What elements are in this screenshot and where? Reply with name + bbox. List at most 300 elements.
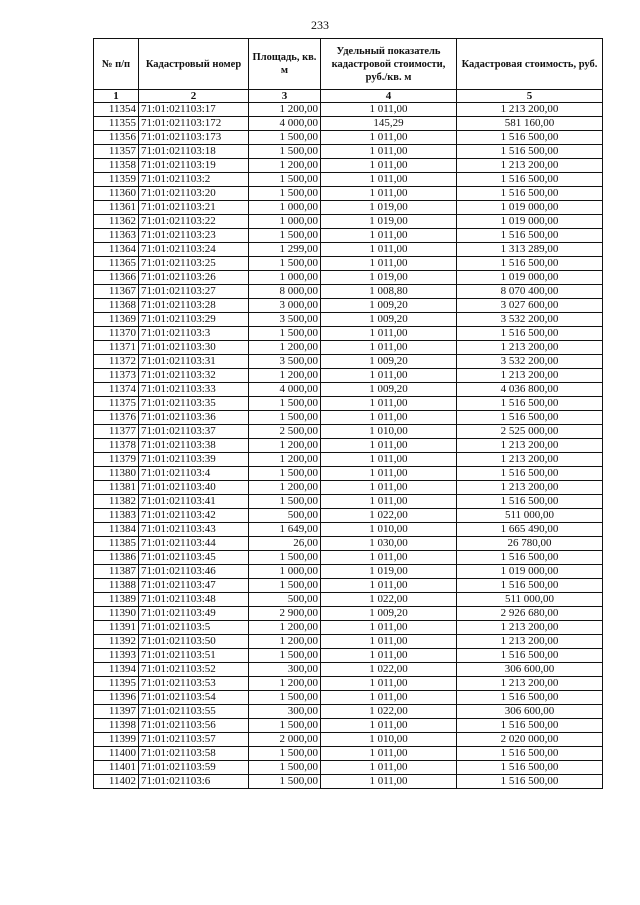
area-value: 1 200,00 <box>249 103 321 117</box>
row-number: 11355 <box>94 117 139 131</box>
area-value: 1 500,00 <box>249 495 321 509</box>
table-row <box>94 425 603 439</box>
cost-value: 1 516 500,00 <box>457 397 603 411</box>
cost-value: 1 213 200,00 <box>457 439 603 453</box>
rate-value: 145,29 <box>321 117 457 131</box>
cost-value: 1 213 200,00 <box>457 103 603 117</box>
cost-value: 1 516 500,00 <box>457 257 603 271</box>
row-number: 11383 <box>94 509 139 523</box>
rate-value: 1 011,00 <box>321 159 457 173</box>
column-number: 2 <box>139 90 249 103</box>
table-row <box>94 677 603 691</box>
cadastral-number: 71:01:021103:2 <box>139 173 249 187</box>
area-value: 1 500,00 <box>249 173 321 187</box>
row-number: 11360 <box>94 187 139 201</box>
row-number: 11379 <box>94 453 139 467</box>
table-row <box>94 397 603 411</box>
rate-value: 1 011,00 <box>321 677 457 691</box>
rate-value: 1 011,00 <box>321 453 457 467</box>
row-number: 11354 <box>94 103 139 117</box>
row-number: 11399 <box>94 733 139 747</box>
area-value: 1 500,00 <box>249 775 321 789</box>
table-row <box>94 145 603 159</box>
row-number: 11362 <box>94 215 139 229</box>
rate-value: 1 011,00 <box>321 411 457 425</box>
area-value: 1 000,00 <box>249 201 321 215</box>
row-number: 11397 <box>94 705 139 719</box>
cadastral-number: 71:01:021103:56 <box>139 719 249 733</box>
table-row <box>94 369 603 383</box>
rate-value: 1 019,00 <box>321 201 457 215</box>
row-number: 11363 <box>94 229 139 243</box>
area-value: 4 000,00 <box>249 383 321 397</box>
cadastral-number: 71:01:021103:25 <box>139 257 249 271</box>
cadastral-number: 71:01:021103:6 <box>139 775 249 789</box>
rate-value: 1 011,00 <box>321 341 457 355</box>
table-row <box>94 439 603 453</box>
cost-value: 26 780,00 <box>457 537 603 551</box>
table-row <box>94 481 603 495</box>
header-num: № п/п <box>94 39 139 90</box>
area-value: 1 200,00 <box>249 635 321 649</box>
area-value: 1 500,00 <box>249 551 321 565</box>
area-value: 1 500,00 <box>249 131 321 145</box>
cadastral-number: 71:01:021103:3 <box>139 327 249 341</box>
rate-value: 1 022,00 <box>321 509 457 523</box>
cadastral-number: 71:01:021103:27 <box>139 285 249 299</box>
row-number: 11382 <box>94 495 139 509</box>
header-cadastral: Кадастровый номер <box>139 39 249 90</box>
area-value: 300,00 <box>249 705 321 719</box>
rate-value: 1 019,00 <box>321 565 457 579</box>
rate-value: 1 008,80 <box>321 285 457 299</box>
cost-value: 3 532 200,00 <box>457 355 603 369</box>
area-value: 1 500,00 <box>249 257 321 271</box>
table-row <box>94 271 603 285</box>
cost-value: 1 516 500,00 <box>457 173 603 187</box>
cadastral-number: 71:01:021103:40 <box>139 481 249 495</box>
rate-value: 1 011,00 <box>321 551 457 565</box>
area-value: 1 200,00 <box>249 481 321 495</box>
rate-value: 1 019,00 <box>321 271 457 285</box>
cadastral-number: 71:01:021103:39 <box>139 453 249 467</box>
rate-value: 1 009,20 <box>321 607 457 621</box>
area-value: 1 000,00 <box>249 271 321 285</box>
rate-value: 1 011,00 <box>321 579 457 593</box>
rate-value: 1 010,00 <box>321 425 457 439</box>
rate-value: 1 009,20 <box>321 299 457 313</box>
row-number: 11366 <box>94 271 139 285</box>
row-number: 11378 <box>94 439 139 453</box>
area-value: 8 000,00 <box>249 285 321 299</box>
cost-value: 1 516 500,00 <box>457 495 603 509</box>
table-row <box>94 495 603 509</box>
cadastral-number: 71:01:021103:24 <box>139 243 249 257</box>
area-value: 1 200,00 <box>249 677 321 691</box>
rate-value: 1 011,00 <box>321 719 457 733</box>
row-number: 11381 <box>94 481 139 495</box>
rate-value: 1 011,00 <box>321 243 457 257</box>
row-number: 11373 <box>94 369 139 383</box>
row-number: 11364 <box>94 243 139 257</box>
row-number: 11394 <box>94 663 139 677</box>
rate-value: 1 011,00 <box>321 397 457 411</box>
header-rate: Удельный показатель кадастровой стоимости, руб./кв. м <box>321 39 457 90</box>
area-value: 500,00 <box>249 509 321 523</box>
area-value: 1 500,00 <box>249 411 321 425</box>
cadastral-number: 71:01:021103:42 <box>139 509 249 523</box>
rate-value: 1 011,00 <box>321 649 457 663</box>
cadastral-number: 71:01:021103:23 <box>139 229 249 243</box>
rate-value: 1 011,00 <box>321 621 457 635</box>
row-number: 11390 <box>94 607 139 621</box>
cost-value: 3 532 200,00 <box>457 313 603 327</box>
rate-value: 1 010,00 <box>321 733 457 747</box>
cadastral-number: 71:01:021103:41 <box>139 495 249 509</box>
cost-value: 1 516 500,00 <box>457 579 603 593</box>
cost-value: 1 516 500,00 <box>457 145 603 159</box>
row-number: 11374 <box>94 383 139 397</box>
cadastral-number: 71:01:021103:173 <box>139 131 249 145</box>
cost-value: 1 213 200,00 <box>457 341 603 355</box>
area-value: 2 000,00 <box>249 733 321 747</box>
column-number: 3 <box>249 90 321 103</box>
rate-value: 1 011,00 <box>321 327 457 341</box>
table-row <box>94 187 603 201</box>
row-number: 11372 <box>94 355 139 369</box>
page-number: 233 <box>311 18 329 32</box>
row-number: 11359 <box>94 173 139 187</box>
row-number: 11400 <box>94 747 139 761</box>
row-number: 11388 <box>94 579 139 593</box>
row-number: 11369 <box>94 313 139 327</box>
area-value: 1 200,00 <box>249 369 321 383</box>
cost-value: 1 516 500,00 <box>457 719 603 733</box>
cadastral-number: 71:01:021103:35 <box>139 397 249 411</box>
cadastral-number: 71:01:021103:22 <box>139 215 249 229</box>
rate-value: 1 022,00 <box>321 593 457 607</box>
row-number: 11356 <box>94 131 139 145</box>
row-number: 11357 <box>94 145 139 159</box>
area-value: 2 900,00 <box>249 607 321 621</box>
column-number: 5 <box>457 90 603 103</box>
cost-value: 2 926 680,00 <box>457 607 603 621</box>
rate-value: 1 011,00 <box>321 439 457 453</box>
table-row <box>94 201 603 215</box>
cost-value: 306 600,00 <box>457 705 603 719</box>
cost-value: 1 665 490,00 <box>457 523 603 537</box>
row-number: 11365 <box>94 257 139 271</box>
cost-value: 1 213 200,00 <box>457 621 603 635</box>
table-row <box>94 663 603 677</box>
table-row <box>94 509 603 523</box>
area-value: 1 500,00 <box>249 145 321 159</box>
table-row <box>94 341 603 355</box>
row-number: 11358 <box>94 159 139 173</box>
cost-value: 1 213 200,00 <box>457 453 603 467</box>
rate-value: 1 011,00 <box>321 747 457 761</box>
cadastral-number: 71:01:021103:52 <box>139 663 249 677</box>
table-row <box>94 719 603 733</box>
rate-value: 1 009,20 <box>321 383 457 397</box>
cadastral-number: 71:01:021103:31 <box>139 355 249 369</box>
rate-value: 1 011,00 <box>321 229 457 243</box>
cost-value: 1 019 000,00 <box>457 215 603 229</box>
cadastral-number: 71:01:021103:48 <box>139 593 249 607</box>
cadastral-number: 71:01:021103:58 <box>139 747 249 761</box>
cost-value: 2 525 000,00 <box>457 425 603 439</box>
area-value: 1 200,00 <box>249 159 321 173</box>
cost-value: 511 000,00 <box>457 509 603 523</box>
table-row <box>94 117 603 131</box>
cadastral-number: 71:01:021103:38 <box>139 439 249 453</box>
cost-value: 1 213 200,00 <box>457 677 603 691</box>
rate-value: 1 011,00 <box>321 495 457 509</box>
table-row <box>94 579 603 593</box>
cost-value: 1 516 500,00 <box>457 649 603 663</box>
cost-value: 1 213 200,00 <box>457 635 603 649</box>
cadastral-number: 71:01:021103:20 <box>139 187 249 201</box>
rate-value: 1 011,00 <box>321 761 457 775</box>
area-value: 3 500,00 <box>249 313 321 327</box>
rate-value: 1 009,20 <box>321 313 457 327</box>
cadastral-number: 71:01:021103:46 <box>139 565 249 579</box>
rate-value: 1 011,00 <box>321 131 457 145</box>
row-number: 11367 <box>94 285 139 299</box>
cadastral-number: 71:01:021103:59 <box>139 761 249 775</box>
table-row <box>94 383 603 397</box>
column-number: 4 <box>321 90 457 103</box>
row-number: 11386 <box>94 551 139 565</box>
cadastral-number: 71:01:021103:26 <box>139 271 249 285</box>
table-row <box>94 453 603 467</box>
cadastral-number: 71:01:021103:57 <box>139 733 249 747</box>
rate-value: 1 022,00 <box>321 705 457 719</box>
row-number: 11389 <box>94 593 139 607</box>
table-row <box>94 775 603 789</box>
row-number: 11375 <box>94 397 139 411</box>
table-row <box>94 691 603 705</box>
cost-value: 1 516 500,00 <box>457 551 603 565</box>
cost-value: 4 036 800,00 <box>457 383 603 397</box>
area-value: 1 000,00 <box>249 565 321 579</box>
table-row <box>94 327 603 341</box>
table-row <box>94 649 603 663</box>
cost-value: 511 000,00 <box>457 593 603 607</box>
table-row <box>94 173 603 187</box>
area-value: 1 200,00 <box>249 341 321 355</box>
rate-value: 1 011,00 <box>321 775 457 789</box>
table-row <box>94 299 603 313</box>
row-number: 11392 <box>94 635 139 649</box>
table-row <box>94 593 603 607</box>
table-row <box>94 621 603 635</box>
area-value: 1 000,00 <box>249 215 321 229</box>
cost-value: 1 516 500,00 <box>457 229 603 243</box>
area-value: 1 500,00 <box>249 579 321 593</box>
table-row <box>94 355 603 369</box>
row-number: 11396 <box>94 691 139 705</box>
rate-value: 1 009,20 <box>321 355 457 369</box>
cost-value: 8 070 400,00 <box>457 285 603 299</box>
cadastral-number: 71:01:021103:43 <box>139 523 249 537</box>
cost-value: 1 516 500,00 <box>457 761 603 775</box>
rate-value: 1 011,00 <box>321 369 457 383</box>
table-row <box>94 565 603 579</box>
table-row <box>94 285 603 299</box>
cost-value: 3 027 600,00 <box>457 299 603 313</box>
cadastral-number: 71:01:021103:36 <box>139 411 249 425</box>
cost-value: 2 020 000,00 <box>457 733 603 747</box>
cadastral-number: 71:01:021103:19 <box>139 159 249 173</box>
cost-value: 1 313 289,00 <box>457 243 603 257</box>
cadastral-number: 71:01:021103:49 <box>139 607 249 621</box>
area-value: 1 200,00 <box>249 453 321 467</box>
cadastral-number: 71:01:021103:30 <box>139 341 249 355</box>
area-value: 1 500,00 <box>249 691 321 705</box>
cost-value: 581 160,00 <box>457 117 603 131</box>
rate-value: 1 030,00 <box>321 537 457 551</box>
cadastral-number: 71:01:021103:55 <box>139 705 249 719</box>
cadastral-number: 71:01:021103:50 <box>139 635 249 649</box>
column-number: 1 <box>94 90 139 103</box>
cost-value: 1 516 500,00 <box>457 327 603 341</box>
cost-value: 306 600,00 <box>457 663 603 677</box>
cadastral-number: 71:01:021103:32 <box>139 369 249 383</box>
cadastral-number: 71:01:021103:37 <box>139 425 249 439</box>
row-number: 11361 <box>94 201 139 215</box>
row-number: 11387 <box>94 565 139 579</box>
cadastral-number: 71:01:021103:17 <box>139 103 249 117</box>
column-number-row <box>94 90 603 103</box>
row-number: 11401 <box>94 761 139 775</box>
cadastral-number: 71:01:021103:44 <box>139 537 249 551</box>
row-number: 11376 <box>94 411 139 425</box>
area-value: 1 500,00 <box>249 187 321 201</box>
cadastral-table <box>93 38 603 789</box>
header-cost: Кадастровая стоимость, руб. <box>457 39 603 90</box>
area-value: 300,00 <box>249 663 321 677</box>
row-number: 11393 <box>94 649 139 663</box>
row-number: 11395 <box>94 677 139 691</box>
area-value: 1 500,00 <box>249 467 321 481</box>
rate-value: 1 011,00 <box>321 481 457 495</box>
cadastral-number: 71:01:021103:172 <box>139 117 249 131</box>
table-row <box>94 215 603 229</box>
header-row <box>94 39 603 90</box>
row-number: 11402 <box>94 775 139 789</box>
table-row <box>94 551 603 565</box>
cost-value: 1 516 500,00 <box>457 187 603 201</box>
area-value: 2 500,00 <box>249 425 321 439</box>
cost-value: 1 516 500,00 <box>457 131 603 145</box>
row-number: 11384 <box>94 523 139 537</box>
rate-value: 1 011,00 <box>321 467 457 481</box>
area-value: 500,00 <box>249 593 321 607</box>
cadastral-number: 71:01:021103:54 <box>139 691 249 705</box>
cadastral-number: 71:01:021103:53 <box>139 677 249 691</box>
row-number: 11377 <box>94 425 139 439</box>
cadastral-number: 71:01:021103:33 <box>139 383 249 397</box>
cost-value: 1 213 200,00 <box>457 369 603 383</box>
table-row <box>94 257 603 271</box>
cost-value: 1 019 000,00 <box>457 271 603 285</box>
rate-value: 1 011,00 <box>321 691 457 705</box>
cost-value: 1 213 200,00 <box>457 159 603 173</box>
table-row <box>94 761 603 775</box>
row-number: 11371 <box>94 341 139 355</box>
rate-value: 1 011,00 <box>321 173 457 187</box>
rate-value: 1 011,00 <box>321 187 457 201</box>
area-value: 1 500,00 <box>249 649 321 663</box>
cadastral-number: 71:01:021103:28 <box>139 299 249 313</box>
area-value: 1 200,00 <box>249 621 321 635</box>
area-value: 1 500,00 <box>249 327 321 341</box>
row-number: 11385 <box>94 537 139 551</box>
cadastral-number: 71:01:021103:5 <box>139 621 249 635</box>
cadastral-number: 71:01:021103:45 <box>139 551 249 565</box>
table-row <box>94 131 603 145</box>
cadastral-number: 71:01:021103:47 <box>139 579 249 593</box>
table-row <box>94 635 603 649</box>
area-value: 1 500,00 <box>249 397 321 411</box>
table-row <box>94 537 603 551</box>
table-row <box>94 523 603 537</box>
area-value: 1 500,00 <box>249 229 321 243</box>
table-row <box>94 705 603 719</box>
rate-value: 1 011,00 <box>321 103 457 117</box>
table-row <box>94 313 603 327</box>
rate-value: 1 010,00 <box>321 523 457 537</box>
rate-value: 1 011,00 <box>321 257 457 271</box>
table-row <box>94 467 603 481</box>
table-row <box>94 733 603 747</box>
area-value: 1 500,00 <box>249 761 321 775</box>
area-value: 26,00 <box>249 537 321 551</box>
cost-value: 1 516 500,00 <box>457 411 603 425</box>
table-body <box>94 103 603 789</box>
rate-value: 1 011,00 <box>321 145 457 159</box>
table-row <box>94 159 603 173</box>
cadastral-number: 71:01:021103:29 <box>139 313 249 327</box>
area-value: 1 299,00 <box>249 243 321 257</box>
cadastral-number: 71:01:021103:21 <box>139 201 249 215</box>
table-row <box>94 411 603 425</box>
table-row <box>94 103 603 117</box>
table-row <box>94 229 603 243</box>
cost-value: 1 516 500,00 <box>457 775 603 789</box>
cost-value: 1 019 000,00 <box>457 201 603 215</box>
row-number: 11370 <box>94 327 139 341</box>
cost-value: 1 516 500,00 <box>457 747 603 761</box>
table-row <box>94 243 603 257</box>
area-value: 3 500,00 <box>249 355 321 369</box>
table-row <box>94 747 603 761</box>
cadastral-number: 71:01:021103:51 <box>139 649 249 663</box>
rate-value: 1 011,00 <box>321 635 457 649</box>
row-number: 11398 <box>94 719 139 733</box>
area-value: 3 000,00 <box>249 299 321 313</box>
cadastral-number: 71:01:021103:18 <box>139 145 249 159</box>
area-value: 1 500,00 <box>249 747 321 761</box>
row-number: 11391 <box>94 621 139 635</box>
row-number: 11380 <box>94 467 139 481</box>
table-row <box>94 607 603 621</box>
cost-value: 1 213 200,00 <box>457 481 603 495</box>
row-number: 11368 <box>94 299 139 313</box>
cadastral-number: 71:01:021103:4 <box>139 467 249 481</box>
header-area: Площадь, кв. м <box>249 39 321 90</box>
